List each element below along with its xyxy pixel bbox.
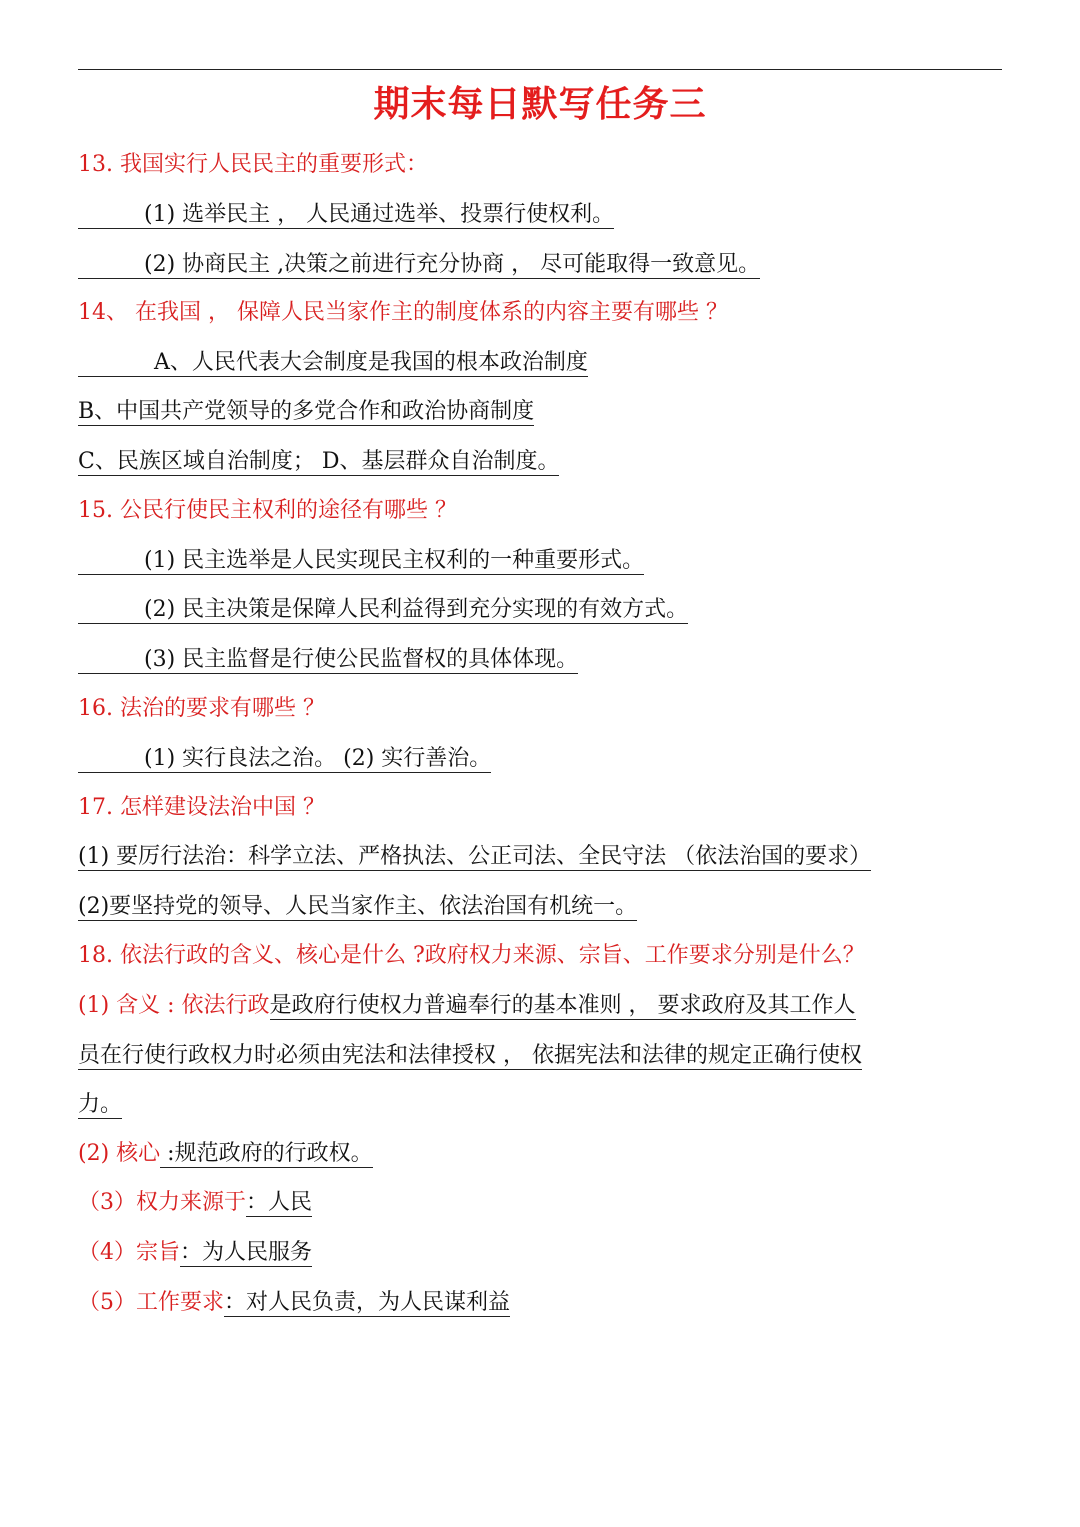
answer-18-4-text: ：为人民服务 bbox=[180, 1240, 313, 1265]
page-title: 期末每日默写任务三 bbox=[373, 84, 707, 125]
answer-15-1-text: (1) 民主选举是人民实现民主权利的一种重要形式。 bbox=[144, 548, 645, 573]
answer-17-1: (1) 要厉行法治：科学立法、严格执法、公正司法、全民守法 （依法治国的要求） bbox=[78, 844, 872, 869]
answer-13-1-text: (1) 选举民主 ， 人民通过选举、投票行使权利。 bbox=[144, 202, 615, 227]
answer-18-3-label: （3）权力来源于 bbox=[78, 1190, 246, 1215]
answer-18-5-text: ：对人民负责，为人民谋利益 bbox=[224, 1290, 511, 1315]
answer-18-4-label: （4）宗旨 bbox=[78, 1240, 180, 1265]
answer-18-2 bbox=[78, 1139, 373, 1169]
answer-18-1-line2: 员在行使行政权力时必须由宪法和法律授权 ， 依据宪法和法律的规定正确行使权 bbox=[78, 1043, 862, 1068]
answer-18-1-text: 是政府行使权力普遍奉行的基本准则 ， 要求政府及其工作人 bbox=[269, 993, 856, 1018]
answer-18-1-label: (1) 含义 : 依法行政 bbox=[78, 993, 270, 1018]
answer-16-1-text: (1) 实行良法之治。 (2) 实行善治。 bbox=[144, 746, 492, 771]
answer-18-1-line1 bbox=[78, 991, 856, 1021]
top-rule bbox=[78, 69, 1002, 70]
answer-18-4 bbox=[78, 1238, 312, 1268]
question-18: 18. 依法行政的含义、核心是什么 ?政府权力来源、宗旨、工作要求分别是什么？ bbox=[78, 943, 865, 968]
answer-18-3 bbox=[78, 1188, 312, 1218]
answer-13-1 bbox=[78, 200, 614, 230]
answer-15-3 bbox=[78, 645, 578, 675]
answer-14-1-text: A、人民代表大会制度是我国的根本政治制度 bbox=[154, 350, 588, 375]
answer-18-5 bbox=[78, 1288, 510, 1318]
answer-16-1 bbox=[78, 744, 491, 774]
answer-15-2 bbox=[78, 595, 688, 625]
answer-18-3-text: ：人民 bbox=[246, 1190, 313, 1215]
answer-18-5-label: （5）工作要求 bbox=[78, 1290, 224, 1315]
answer-14-1 bbox=[78, 348, 588, 378]
answer-15-2-text: (2) 民主决策是保障人民利益得到充分实现的有效方式。 bbox=[144, 597, 689, 622]
question-14: 14、 在我国 ， 保障人民当家作主的制度体系的内容主要有哪些 ？ bbox=[78, 300, 728, 325]
answer-18-2-text: :规范政府的行政权。 bbox=[160, 1141, 373, 1166]
answer-13-2 bbox=[78, 250, 760, 280]
answer-15-1 bbox=[78, 546, 644, 576]
answer-15-3-text: (3) 民主监督是行使公民监督权的具体体现。 bbox=[144, 647, 579, 672]
answer-13-2-text: (2) 协商民主 ,决策之前进行充分协商 ， 尽可能取得一致意见。 bbox=[144, 252, 761, 277]
answer-18-2-label: (2) 核心 bbox=[78, 1141, 161, 1166]
question-13: 13. 我国实行人民民主的重要形式： bbox=[78, 152, 428, 177]
answer-14-2: B、中国共产党领导的多党合作和政治协商制度 bbox=[78, 399, 535, 424]
question-17: 17. 怎样建设法治中国 ？ bbox=[78, 795, 325, 820]
answer-17-2: (2)要坚持党的领导、人民当家作主、依法治国有机统一。 bbox=[78, 894, 638, 919]
question-15: 15. 公民行使民主权利的途径有哪些 ？ bbox=[78, 498, 457, 523]
answer-18-1-line3: 力。 bbox=[78, 1092, 123, 1117]
question-16: 16. 法治的要求有哪些 ？ bbox=[78, 696, 325, 721]
answer-14-3: C、民族区域自治制度； D、基层群众自治制度。 bbox=[78, 449, 560, 474]
